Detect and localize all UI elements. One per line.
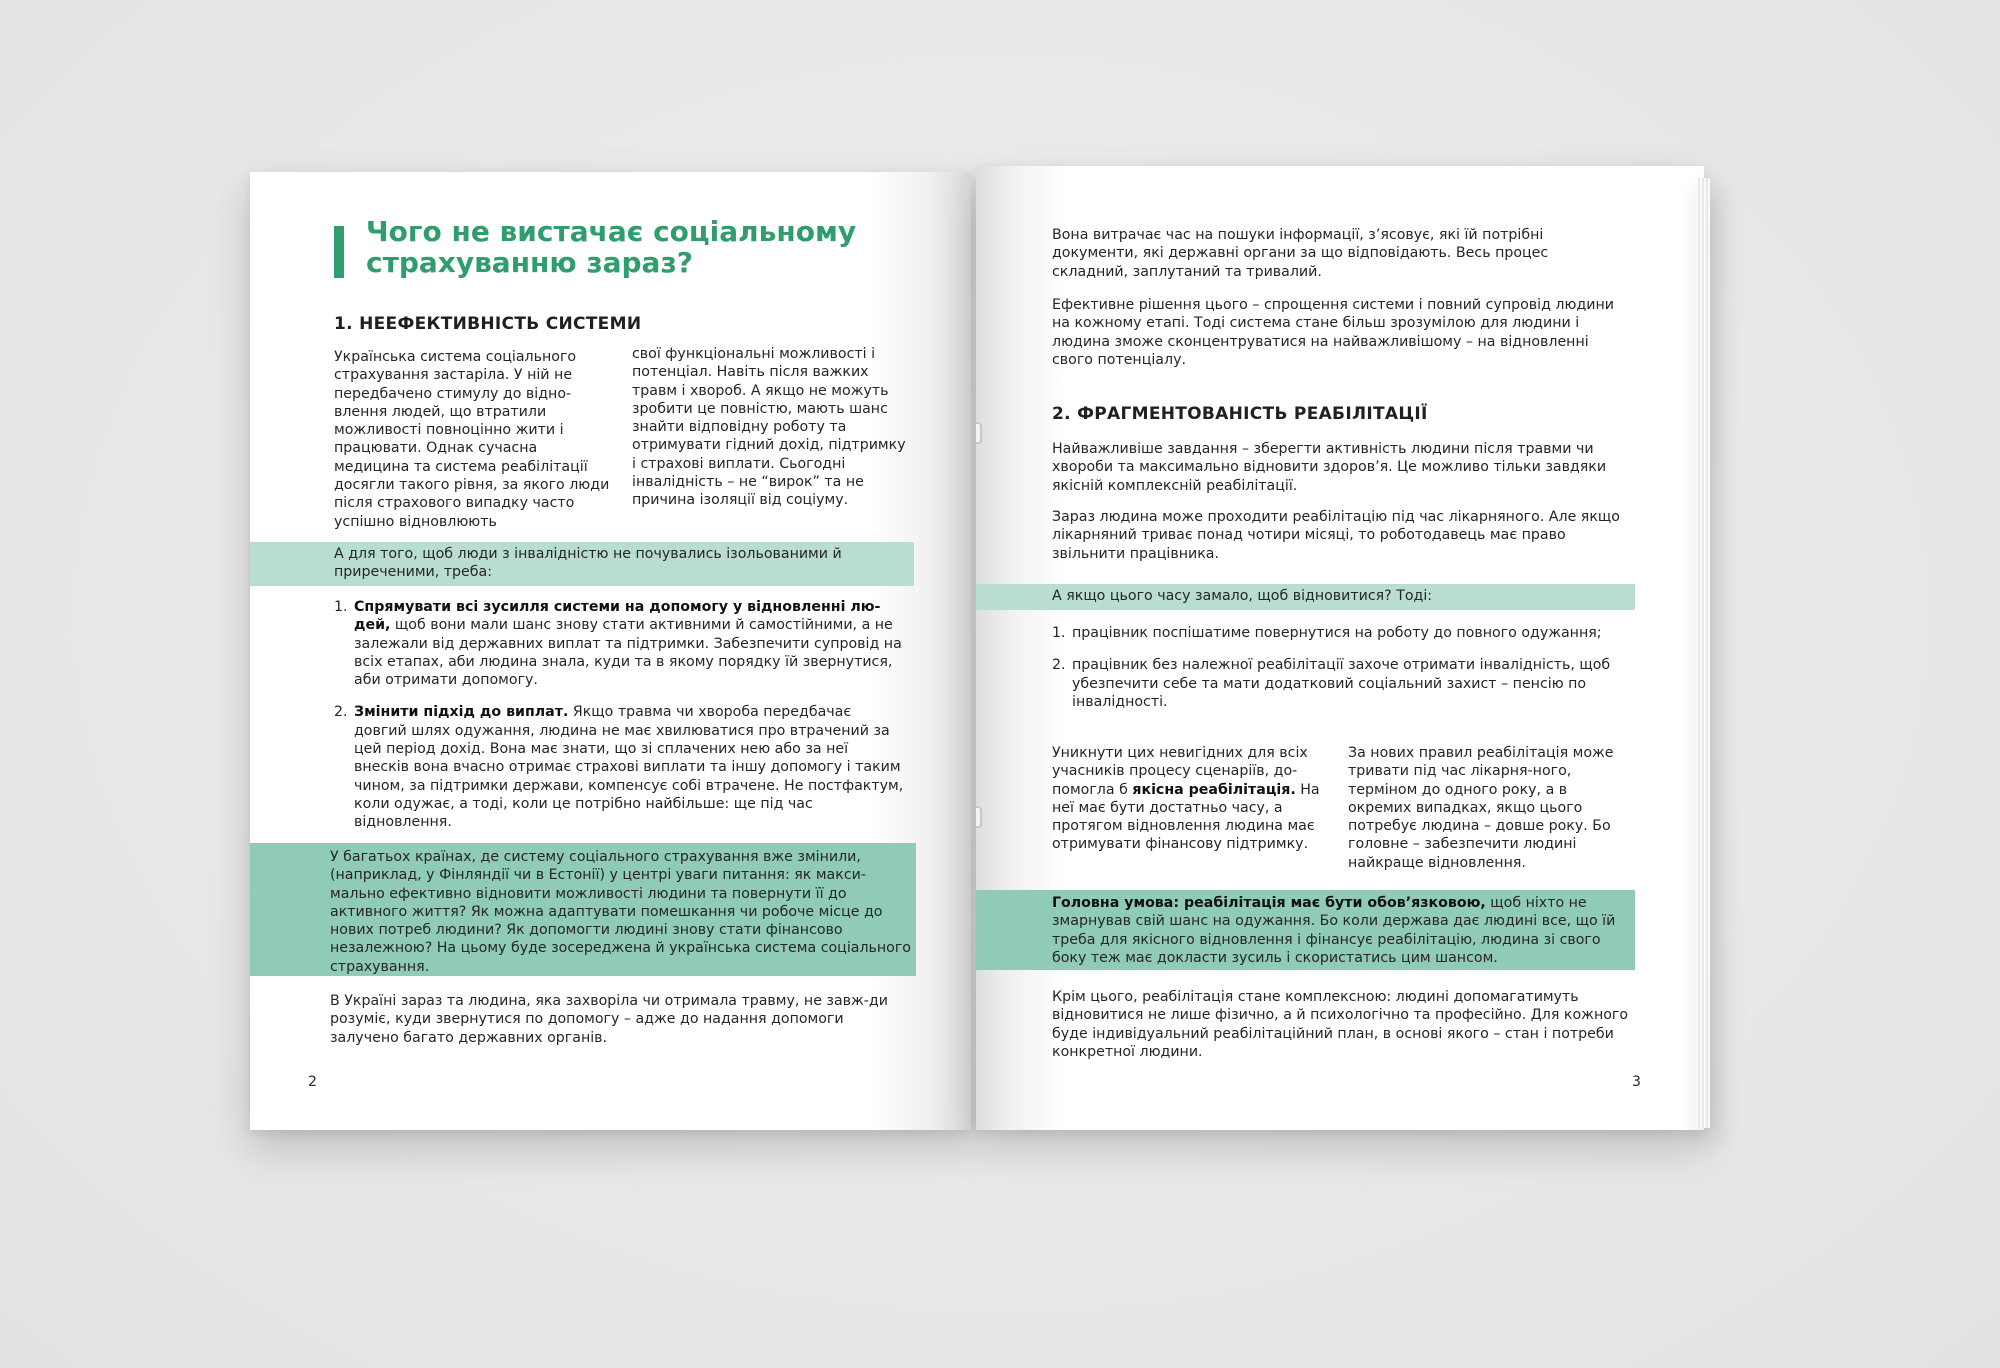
band-3-text: А якщо цього часу замало, щоб відновитися? Тоді: — [1052, 588, 1433, 604]
left-page — [250, 172, 971, 1130]
rehab-column-2: За нових правил реабілітація може тривати під час лікарня-ного, терміном до одного року, а в окремих випадках, якщо цього потребує людина – довше року. Бо головне – забезпечити людині найкраще відновлення. — [1348, 745, 1614, 871]
consequences-list — [1052, 624, 1642, 725]
band-1-text: А для того, щоб люди з інвалідністю не почувались ізольованими й приреченими, треба: — [334, 546, 842, 581]
list-item: 2. Змінити підхід до виплат. Якщо травма чи хвороба передбачає довгий шлях одужання, людина не має хвилюватися про втрачений за цей період дохід. Вона має знати, що зі сплачених нею або за неї внесків вона вчасно отримає страхові виплати та іншу допомогу і таким чином, за підтримки держави, компенсує собі втрачене. Не постфактум, коли одужає, а тоді, коли це потрібно найбільше: ще під час відновлення. — [352, 703, 906, 831]
paragraph-1: Вона витрачає час на пошуки інформації, з’ясовує, які їй потрібні документи, які державні органи за що відповідають. Весь процес складний, заплутаний та тривалий. — [1052, 227, 1549, 280]
band-4-text: Головна умова: реабілітація має бути обов’язковою, щоб ніхто не змарнував свій шанс на одужання. Бо коли держава дає людині все, що їй треба для якісного відновлення і фінансує реабілітацію, людина зі свого боку теж має докласти зусиль і скористатись цим шансом. — [1052, 895, 1616, 966]
list-item: 1. працівник поспішатиме повернутися на роботу до повного одужання; — [1070, 624, 1642, 642]
rehab-column-1: Уникнути цих невигідних для всіх учасників процесу сценаріїв, до-помогла б якісна реабілітація. На неї має бути достатньо часу, а протягом відновлення людина має отримувати фінансову підтримку. — [1052, 745, 1320, 853]
paragraph-2: Ефективне рішення цього – спрощення системи і повний супровід людини на кожному етапі. Тоді система стане більш зрозумілою для людини і людина зможе сконцентруватися на найважливішому – на відновленні свого потенціалу. — [1052, 297, 1614, 368]
page-edges — [1696, 178, 1710, 1128]
staple-bottom — [976, 806, 982, 828]
paragraph-3: Найважливіше завдання – зберегти активність людини після травми чи хвороби та максимально відновити здоров’я. Це можливо тільки завдяки якісній комплексній реабілітації. — [1052, 441, 1607, 494]
page-title: Чого не вистачає соціальному страхуванню зараз? — [366, 215, 857, 279]
section-heading-1: 1. НЕЕФЕКТИВНІСТЬ СИСТЕМИ — [334, 314, 642, 334]
list-item: 2. працівник без належної реабілітації захоче отримати інвалідність, щоб убезпечити себе та мати додатковий соціальний захист – пенсію по інвалідності. — [1070, 656, 1642, 711]
intro-column-2: свої функціональні можливості і потенціал. Навіть після важких травм і хвороб. А якщо не можуть зробити це повністю, мають шанс знайти відповідну роботу та отримувати гідний дохід, підтримку і страхові виплати. Сьогодні інвалідність – не “вирок” та не причина ізоляції від соціуму. — [632, 346, 906, 509]
staple-top — [976, 422, 982, 444]
intro-column-1: Українська система соціального страхування застаріла. У ній не передбачено стимулу до відно-влення людей, що втратили можливості повноцінно жити і працювати. Однак сучасна медицина та система реабілітації досягли такого рівня, за якого люди після страхового випадку часто успішно відновлюють — [334, 349, 610, 530]
list-item: 1. Спрямувати всі зусилля системи на допомогу у відновленні лю-дей, щоб вони мали шанс знову стати активними й самостійними, а не залежали від державних виплат та підтримки. Забезпечити супровід на всіх етапах, аби людина знала, куди та в якому порядку їй звернутися, аби отримати допомогу. — [352, 598, 906, 689]
band-2-text: У багатьох країнах, де систему соціального страхування вже змінили, (наприклад, у Фінляндії чи в Естонії) у центрі уваги питання: як макси-мально ефективно відновити можливості людини та повернути її до активного життя? Як можна адаптувати помешкання чи робоче місце до нових потреб людини? Як допомогти людині знову стати фінансово незалежною? На цьому буде зосереджена й українська система соціального страхування. — [330, 849, 911, 975]
bottom-paragraph: Крім цього, реабілітація стане комплексною: людині допомагатимуть відновитися не лише фізично, а й психологічно та професійно. Для кожного буде індивідуальний реабілітаційний план, в основі якого – стан і потреби конкретної людини. — [1052, 989, 1629, 1060]
paragraph-4: Зараз людина може проходити реабілітацію під час лікарняного. Але якщо лікарняний триває понад чотири місяці, то роботодавець має право звільнити працівника. — [1052, 509, 1620, 562]
bottom-paragraph: В Україні зараз та людина, яка захворіла чи отримала травму, не завж-ди розуміє, куди звернутися по допомогу – адже до надання допомоги залучено багато державних органів. — [330, 993, 888, 1046]
page-number: 2 — [308, 1074, 317, 1090]
title-accent-bar — [334, 226, 344, 278]
page-number: 3 — [1632, 1074, 1641, 1090]
right-page — [976, 166, 1704, 1130]
requirements-list — [334, 598, 906, 846]
section-heading-2: 2. ФРАГМЕНТОВАНІСТЬ РЕАБІЛІТАЦІЇ — [1052, 404, 1428, 424]
